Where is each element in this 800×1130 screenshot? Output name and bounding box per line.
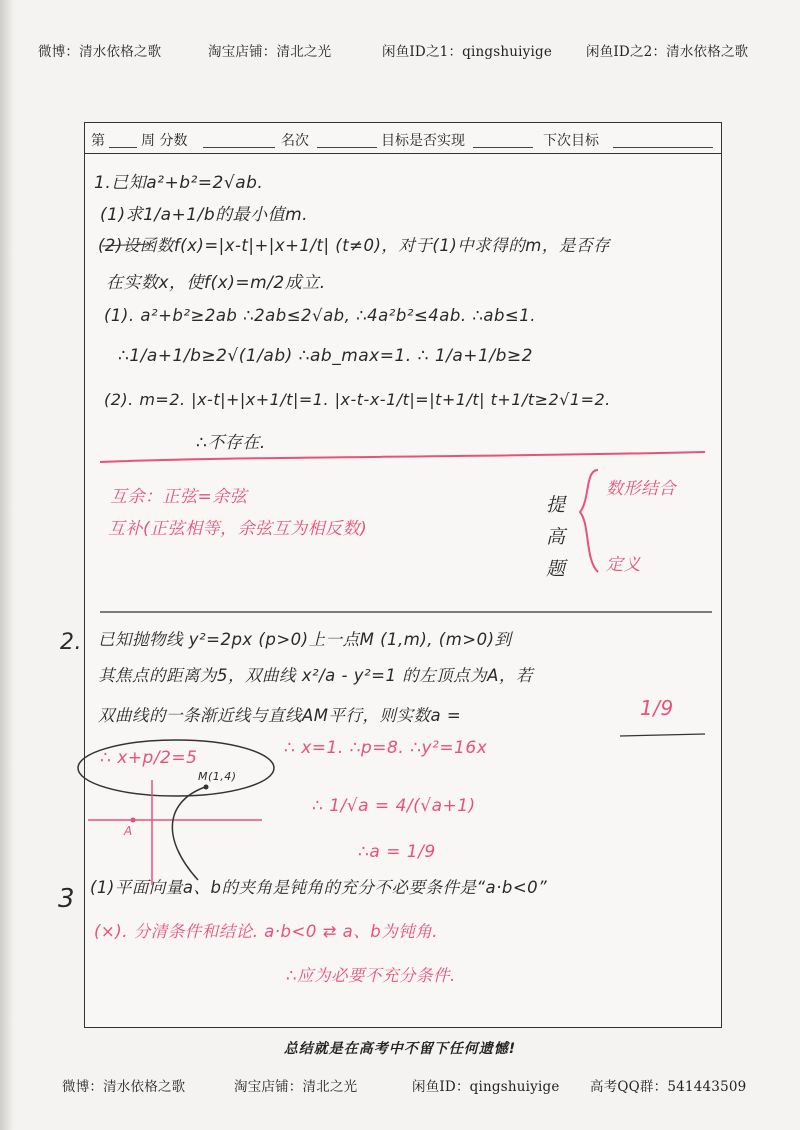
note-ti: 提 [546, 494, 566, 516]
q1-solution-line2: ∴1/a+1/b≥2√(1/ab) ∴ab_max=1. ∴ 1/a+1/b≥2 [118, 346, 533, 366]
q1-statement-line4: 在实数x，使f(x)=m/2成立. [106, 273, 326, 293]
goal-label: 目标是否实现 [381, 133, 465, 149]
q3-number: 3 [58, 884, 76, 914]
footer-qq-group: 高考QQ群：541443509 [590, 1079, 747, 1095]
note-definition: 定义 [606, 555, 641, 575]
header-taobao: 淘宝店铺：清北之光 [208, 44, 332, 60]
note-complementary-sine: 互余：正弦=余弦 [110, 487, 248, 507]
q1-solution-line1: (1). a²+b²≥2ab ∴2ab≤2√ab, ∴4a²b²≤4ab. ∴ab≤1. [104, 306, 537, 325]
note-shape-number: 数形结合 [606, 479, 676, 499]
q2-statement-line3: 双曲线的一条渐近线与直线AM平行，则实数a = [98, 706, 462, 725]
q2-solution-parabola: ∴ x=1. ∴p=8. ∴y²=16x [284, 738, 488, 758]
q1-solution-line3: (2). m=2. |x-t|+|x+1/t|=1. |x-t-x-1/t|=|t+1/t| t+1/t≥2√1=2. [104, 390, 611, 409]
q3-statement: (1)平面向量a、b的夹角是钝角的充分不必要条件是“a·b<0” [90, 878, 548, 897]
q2-statement-line2: 其焦点的距离为5，双曲线 x²/a - y²=1 的左顶点为A，若 [98, 666, 533, 685]
week-prefix-label: 第 [91, 133, 105, 149]
page-binding-shadow [0, 0, 14, 1130]
q3-solution-line1: (×). 分清条件和结论. a·b<0 ⇄ a、b为钝角. [94, 922, 438, 941]
note-supplementary: 互补(正弦相等，余弦互为相反数) [108, 519, 368, 539]
score-label: 周 分数 [141, 133, 188, 149]
q3-solution-line2: ∴应为必要不充分条件. [286, 966, 456, 985]
score-blank [203, 147, 275, 148]
header-weibo: 微博：清水依格之歌 [38, 44, 162, 60]
next-goal-label: 下次目标 [543, 133, 599, 149]
q2-answer: 1/9 [640, 696, 674, 720]
q1-statement-line2: (1)求1/a+1/b的最小值m. [100, 205, 309, 225]
graph-point-m-label: M(1,4) [198, 770, 237, 783]
footer-weibo: 微博：清水依格之歌 [62, 1079, 186, 1095]
goal-blank [473, 147, 533, 148]
q1-statement-line3: (2)设函数f(x)=|x-t|+|x+1/t| (t≠0)，对于(1)中求得的m，是否存 [98, 236, 610, 255]
q2-solution-slope: ∴ 1/√a = 4/(√a+1) [312, 796, 476, 816]
q2-solution-focus: ∴ x+p/2=5 [100, 748, 198, 768]
q2-solution-result: ∴a = 1/9 [358, 842, 436, 862]
worksheet-header-row [85, 123, 721, 154]
week-blank [109, 147, 137, 148]
q1-solution-line4: ∴不存在. [196, 433, 266, 453]
graph-point-a-label: A [124, 824, 133, 838]
q1-statement-line1: 1.已知a²+b²=2√ab. [94, 173, 264, 193]
header-xianyu-1: 闲鱼ID之1：qingshuiyige [382, 44, 553, 60]
rank-blank [317, 147, 377, 148]
footer-taobao: 淘宝店铺：清北之光 [234, 1079, 358, 1095]
header-xianyu-2: 闲鱼ID之2：清水依格之歌 [586, 44, 749, 60]
note-gao: 高 [546, 526, 566, 548]
rank-label: 名次 [281, 133, 309, 149]
q2-statement-line1: 已知抛物线 y²=2px (p>0)上一点M (1,m), (m>0)到 [98, 630, 512, 649]
next-goal-blank [613, 147, 713, 148]
summary-slogan: 总结就是在高考中不留下任何遗憾! [283, 1041, 517, 1057]
footer-xianyu: 闲鱼ID：qingshuiyige [412, 1079, 560, 1095]
q2-number: 2. [60, 630, 82, 655]
note-ti2: 题 [546, 558, 566, 580]
